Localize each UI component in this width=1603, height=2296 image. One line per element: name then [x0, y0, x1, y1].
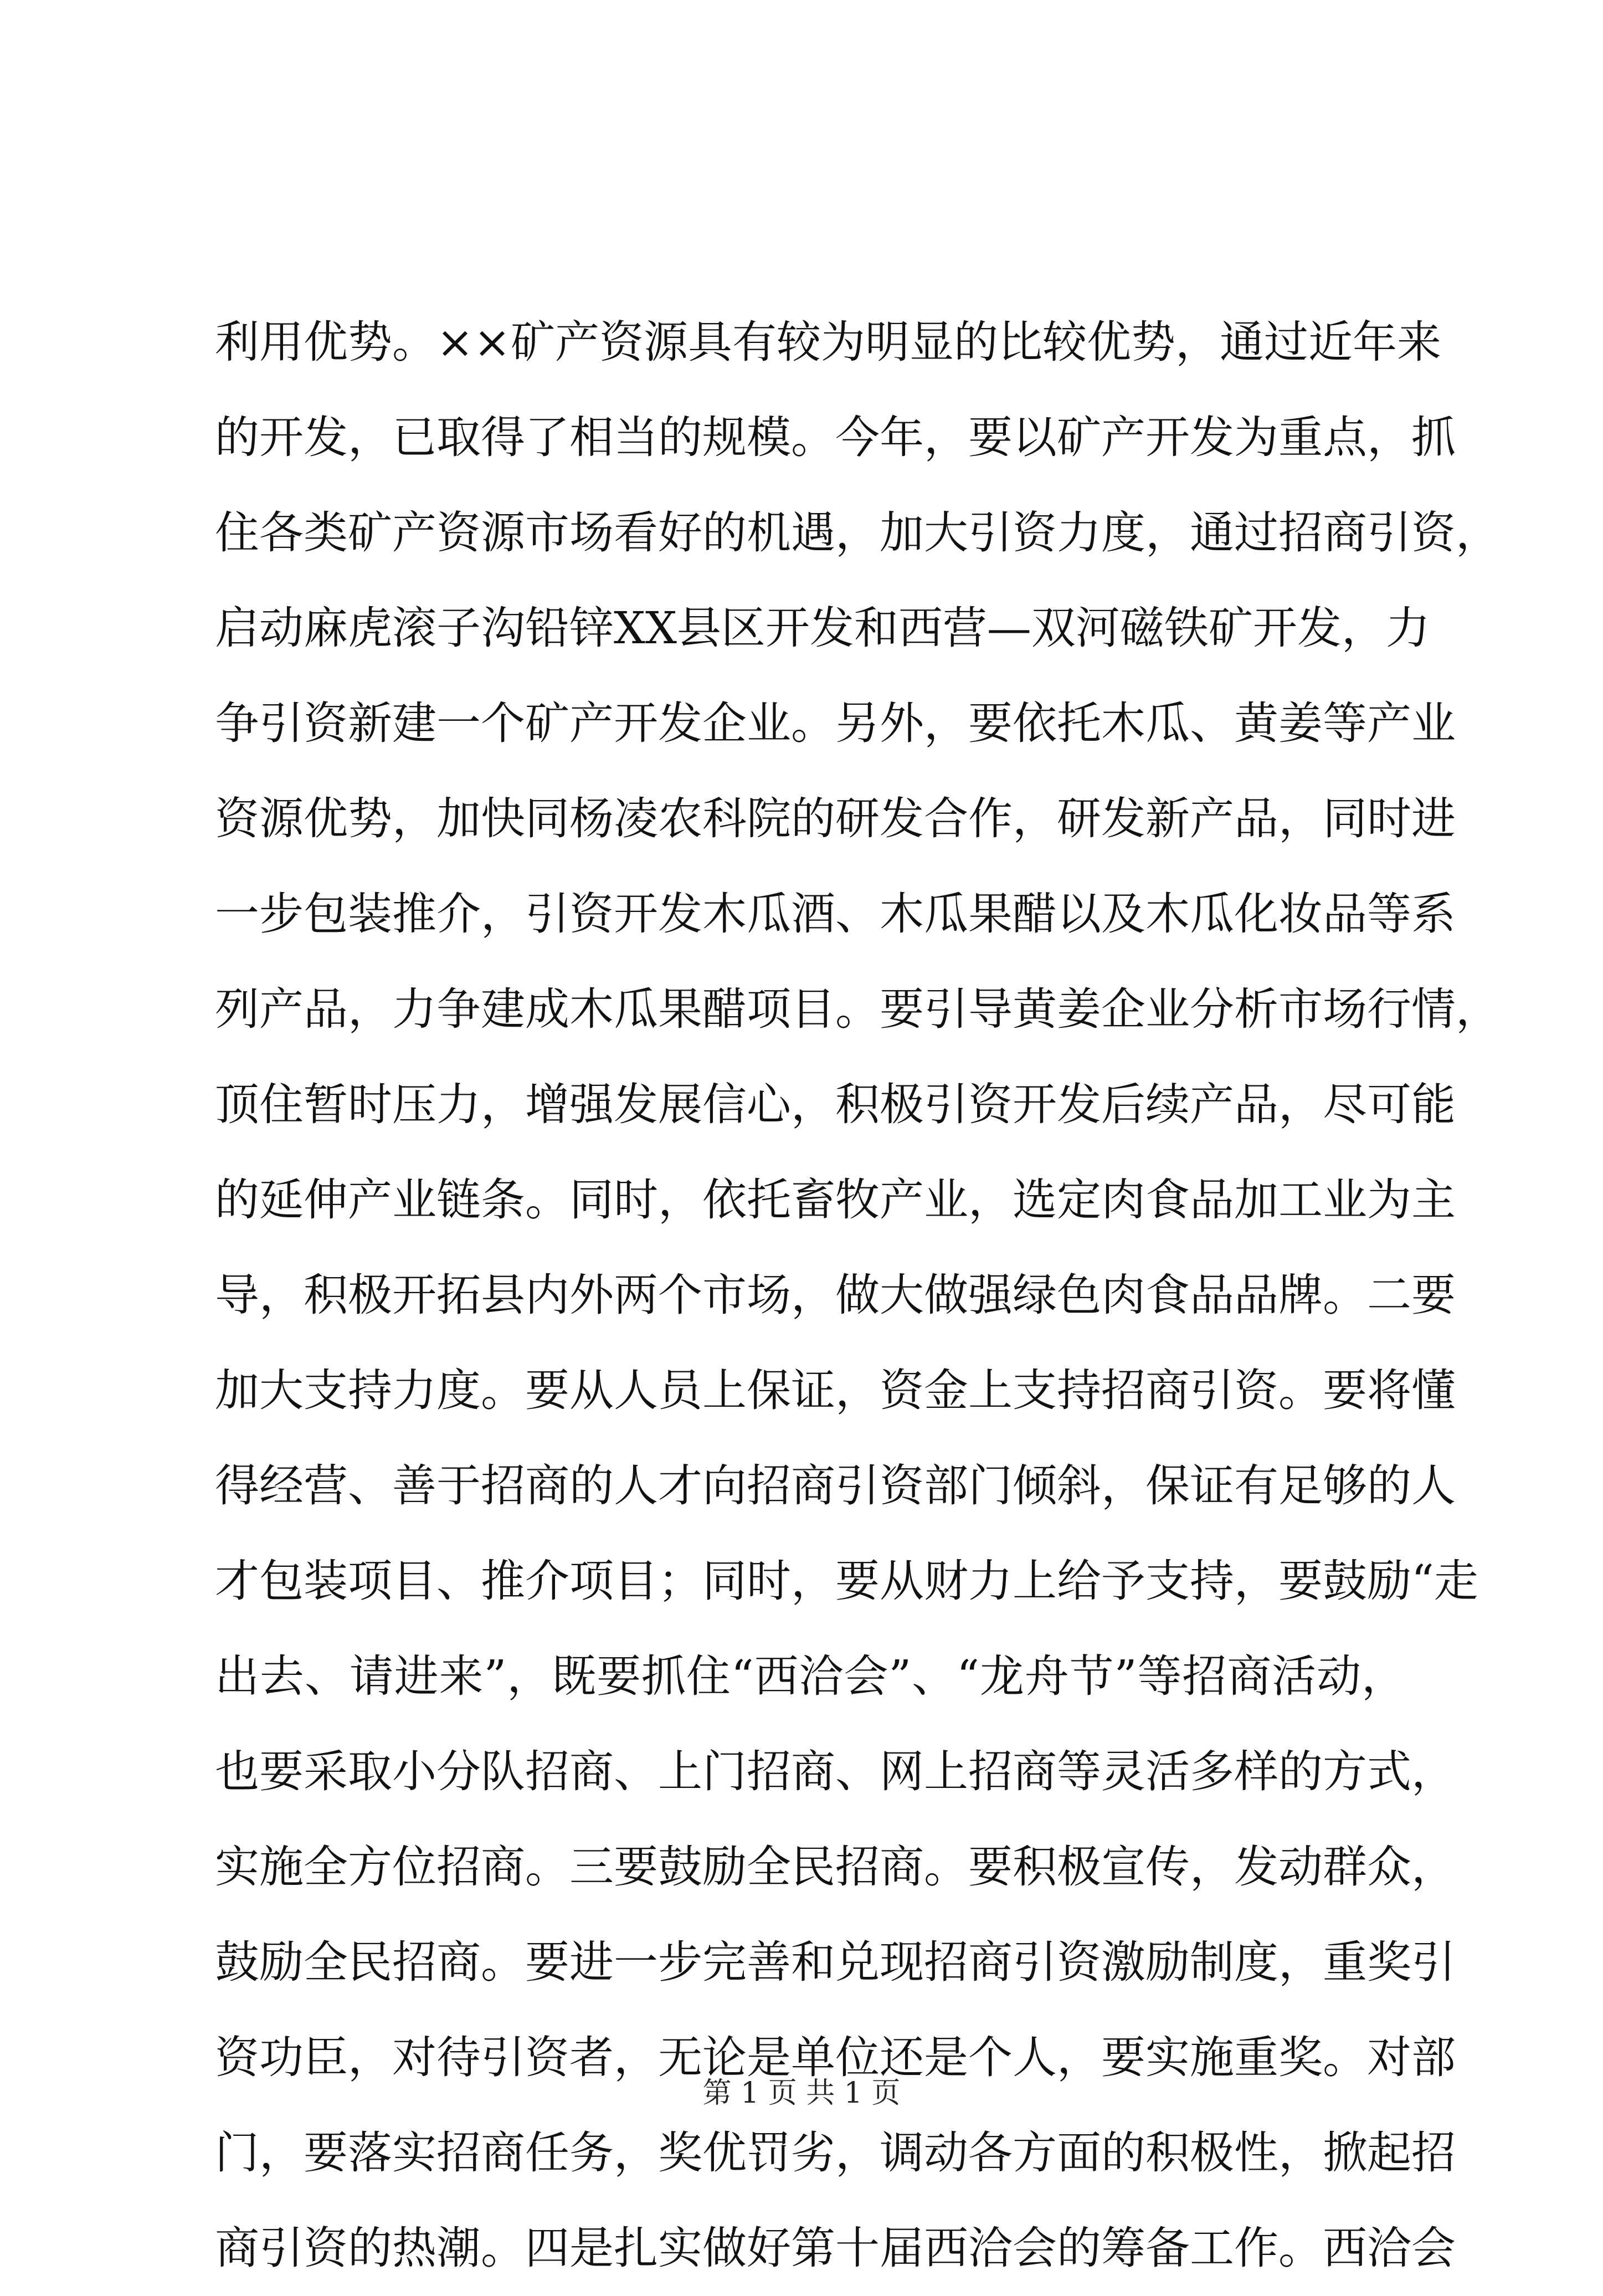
text-line: 的开发，已取得了相当的规模。今年，要以矿产开发为重点，抓	[215, 412, 1456, 463]
text-line: 的延伸产业链条。同时，依托畜牧产业，选定肉食品加工业为主	[215, 1174, 1456, 1226]
text-line: 实施全方位招商。三要鼓励全民招商。要积极宣传，发动群众，	[215, 1841, 1456, 1893]
text-line: 列产品，力争建成木瓜果醋项目。要引导黄姜企业分析市场行情，	[215, 983, 1500, 1035]
text-line: 住各类矿产资源市场看好的机遇，加大引资力度，通过招商引资，	[215, 507, 1500, 558]
text-line: 也要采取小分队招商、上门招商、网上招商等灵活多样的方式，	[215, 1746, 1456, 1797]
text-line: 加大支持力度。要从人员上保证，资金上支持招商引资。要将懂	[215, 1365, 1456, 1416]
text-line: 顶住暂时压力，增强发展信心，积极引资开发后续产品，尽可能	[215, 1079, 1456, 1130]
text-line: 一步包装推介，引资开发木瓜酒、木瓜果醋以及木瓜化妆品等系	[215, 888, 1456, 940]
text-line: 资源优势，加快同杨凌农科院的研发合作，研发新产品，同时进	[215, 793, 1456, 844]
text-line: 出去、请进来”，既要抓住“西洽会”、“龙舟节”等招商活动，	[215, 1651, 1406, 1702]
text-line: 资功臣，对待引资者，无论是单位还是个人，要实施重奖。对部	[215, 2032, 1456, 2083]
text-line: 启动麻虎滚子沟铅锌XX县区开发和西营—双河磁铁矿开发，力	[215, 602, 1430, 654]
text-line: 商引资的热潮。四是扎实做好第十届西洽会的筹备工作。西洽会	[215, 2222, 1456, 2274]
page-number-footer: 第 1 页 共 1 页	[702, 2077, 901, 2110]
text-line: 门，要落实招商任务，奖优罚劣，调动各方面的积极性，掀起招	[215, 2127, 1456, 2179]
text-line: 争引资新建一个矿产开发企业。另外，要依托木瓜、黄姜等产业	[215, 698, 1456, 749]
body-paragraph	[215, 295, 1500, 2296]
text-line: 导，积极开拓县内外两个市场，做大做强绿色肉食品品牌。二要	[215, 1269, 1456, 1321]
text-line: 鼓励全民招商。要进一步完善和兑现招商引资激励制度，重奖引	[215, 1936, 1456, 1988]
text-line: 得经营、善于招商的人才向招商引资部门倾斜，保证有足够的人	[215, 1460, 1456, 1511]
text-line: 利用优势。××矿产资源具有较为明显的比较优势，通过近年来	[215, 316, 1442, 368]
text-line: 才包装项目、推介项目；同时，要从财力上给予支持，要鼓励“走	[215, 1555, 1478, 1607]
